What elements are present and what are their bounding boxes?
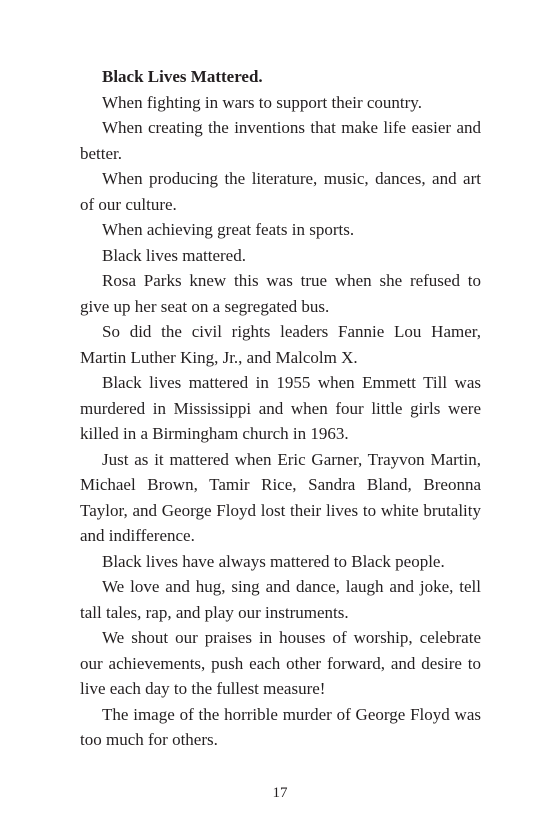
paragraph: Black lives have always mattered to Black people.: [102, 551, 445, 571]
paragraph: Black lives mattered in 1955 when Emmett Till was murdered in Mississippi and when four little girls were killed in a Birmingham church in 1963.: [80, 373, 481, 443]
lead-paragraph: Black Lives Mattered.: [102, 67, 263, 86]
paragraph: The image of the horrible murder of George Floyd was too much for others.: [80, 704, 481, 749]
paragraph: Just as it mattered when Eric Garner, Trayvon Martin, Michael Brown, Tamir Rice, Sandra Bland, Breonna Taylor, and George Floyd lost their lives to white brutality and indifference.: [80, 449, 481, 545]
paragraph: Rosa Parks knew this was true when she refused to give up her seat on a segregated bus.: [80, 271, 481, 316]
paragraph: Black lives mattered.: [102, 245, 246, 265]
paragraph: We shout our praises in houses of worship, celebrate our achievements, push each other forward, and desire to live each day to the fullest measure!: [80, 628, 481, 698]
paragraph: When achieving great feats in sports.: [102, 220, 355, 239]
body-text: [80, 64, 481, 753]
paragraph: When fighting in wars to support their country.: [102, 92, 422, 112]
page-number: 17: [272, 785, 288, 801]
paragraph: We love and hug, sing and dance, laugh and joke, tell tall tales, rap, and play our instruments.: [80, 577, 481, 622]
paragraph: When producing the literature, music, dances, and art of our culture.: [80, 169, 481, 214]
paragraph: When creating the inventions that make life easier and better.: [80, 118, 481, 163]
paragraph: So did the civil rights leaders Fannie Lou Hamer, Martin Luther King, Jr., and Malcolm X.: [80, 322, 481, 367]
